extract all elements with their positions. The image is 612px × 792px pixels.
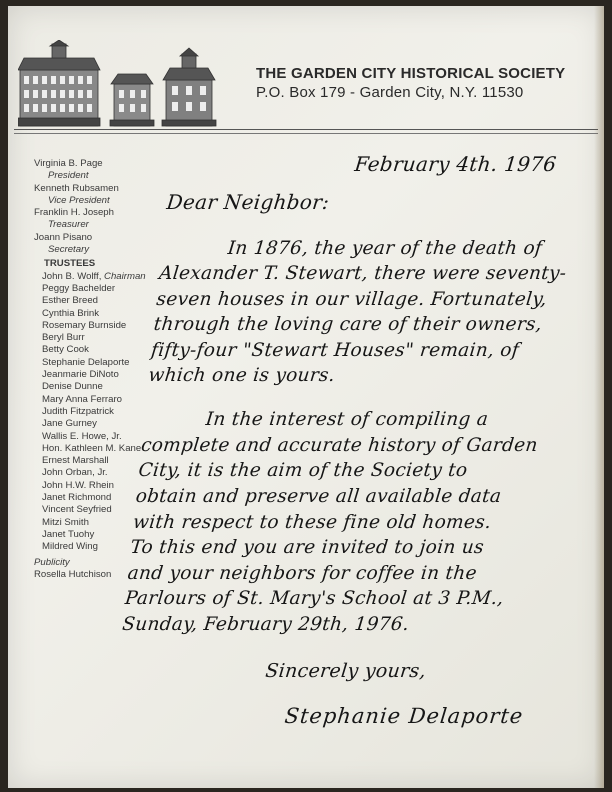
trustee-name: Stephanie Delaporte (42, 356, 130, 368)
trustee-name: Mitzi Smith (42, 516, 89, 528)
trustee-name: Beryl Burr (42, 332, 85, 344)
trustee-name: Mildred Wing (42, 541, 98, 553)
trustee-name: Mary Anna Ferraro (42, 393, 122, 405)
trustee-name: Wallis E. Howe, Jr. (42, 430, 122, 442)
trustee-name: John Orban, Jr. (42, 467, 108, 479)
trustee-chairman (34, 271, 174, 283)
letter-line: To this end you are invited to join us (129, 537, 485, 558)
trustees-heading: TRUSTEES (44, 258, 96, 270)
letter-line: obtain and preserve all available data (134, 486, 503, 507)
letter-line: Parlours of St. Mary's School at 3 P.M., (123, 588, 505, 609)
letter-line: complete and accurate history of Garden (140, 435, 539, 456)
letter-line: City, it is the aim of the Society to (137, 460, 469, 481)
trustee-name: John B. Wolff, (42, 270, 102, 282)
letterhead (256, 64, 565, 102)
trustee-name: Esther Breed (42, 295, 98, 307)
officer-name: Joann Pisano (34, 231, 93, 243)
officer-role: Vice President (48, 194, 110, 206)
letter-line: which one is yours. (147, 365, 337, 386)
letter-line: seven houses in our village. Fortunately, (155, 289, 548, 310)
trustee-name: Jeanmarie DiNoto (42, 369, 119, 381)
organization-name: THE GARDEN CITY HISTORICAL SOCIETY (256, 65, 566, 82)
trustee-name: Jane Gurney (42, 418, 97, 430)
letter-line: and your neighbors for coffee in the (126, 563, 478, 584)
letter-line: In 1876, the year of the death of (226, 238, 544, 259)
trustee-name: Judith Fitzpatrick (42, 405, 114, 417)
organization-address: P.O. Box 179 - Garden City, N.Y. 11530 (256, 84, 524, 101)
letter-page (8, 6, 604, 788)
letter-closing: Sincerely yours, (264, 660, 428, 682)
trustee-name: Vincent Seyfried (42, 504, 112, 516)
letter-date: February 4th. 1976 (353, 152, 558, 176)
officer-name: Kenneth Rubsamen (34, 182, 119, 194)
officer-role: Secretary (48, 244, 90, 256)
letter-line: Sunday, February 29th, 1976. (121, 614, 411, 635)
trustee-name: Denise Dunne (42, 381, 103, 393)
letter-line: through the loving care of their owners, (152, 314, 544, 335)
trustee-title: Chairman (104, 270, 146, 282)
letter-salutation: Dear Neighbor: (165, 190, 331, 214)
officer-role: Treasurer (48, 219, 89, 231)
trustee-name: Janet Tuohy (42, 528, 95, 540)
historic-buildings-engraving-icon (18, 40, 218, 130)
trustee-name: Peggy Bachelder (42, 282, 116, 294)
trustee-name: Hon. Kathleen M. Kane (42, 442, 142, 454)
officer-role: President (48, 170, 89, 182)
trustee-name: Betty Cook (42, 344, 89, 356)
header-rule-secondary (14, 133, 598, 134)
trustee-name: Cynthia Brink (42, 307, 100, 319)
trustee-name: Rosemary Burnside (42, 319, 127, 331)
letter-line: Alexander T. Stewart, there were seventy- (158, 263, 568, 284)
letter-line: with respect to these fine old homes. (131, 512, 493, 533)
officer-name: Virginia B. Page (34, 158, 103, 169)
trustee-name: Janet Richmond (42, 492, 112, 504)
publicity-name: Rosella Hutchison (34, 568, 112, 580)
letter-line: fifty-four "Stewart Houses" remain, of (150, 340, 521, 361)
letter-signature: Stephanie Delaporte (283, 704, 525, 728)
letter-line: In the interest of compiling a (204, 409, 490, 430)
trustee-name: John H.W. Rhein (42, 479, 114, 491)
officer-name: Franklin H. Joseph (34, 207, 114, 219)
header-rule (14, 129, 598, 130)
trustee-name: Ernest Marshall (42, 455, 109, 467)
publicity-heading: Publicity (34, 556, 70, 568)
